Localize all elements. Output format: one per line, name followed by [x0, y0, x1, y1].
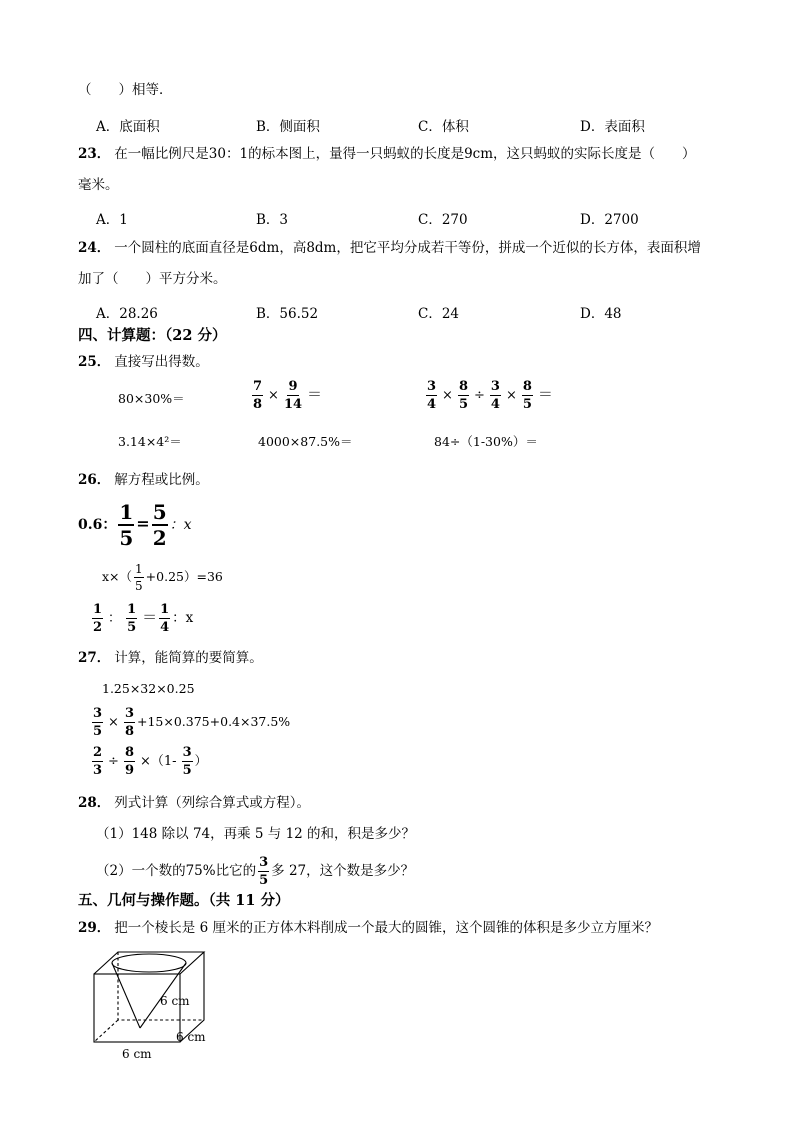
- q22-option-d[interactable]: D．表面积: [580, 119, 645, 135]
- q22-tail: （ ）相等．: [78, 82, 173, 98]
- q23-number: 23．: [78, 146, 111, 162]
- fraction: $\frac{9}{14}$: [283, 379, 303, 412]
- fraction: $\frac{3}{5}$: [93, 706, 103, 739]
- q25-expr-3: $\frac{3}{4}$ × $\frac{8}{5}$ ÷ $\frac{3}{4}$ × $\frac{8}{5}$ ＝: [427, 379, 553, 412]
- q24-option-d[interactable]: D．48: [580, 306, 622, 322]
- q27-expr-3: $\frac{2}{3}$ ÷ $\frac{8}{9}$ ×（1- $\frac{3}{5}$ ）: [93, 745, 208, 778]
- cone-side-left: [112, 963, 140, 1028]
- q27-text: 计算，能简算的要简算。: [114, 650, 263, 666]
- fraction: $\frac{3}{4}$: [490, 379, 500, 412]
- fraction: $\frac{3}{5}$: [259, 855, 269, 888]
- q24-option-b[interactable]: B．56.52: [256, 306, 319, 322]
- fraction: $\frac{5}{2}$: [152, 500, 167, 550]
- fraction: $\frac{1}{2}$: [93, 602, 103, 635]
- q24-question: [78, 240, 701, 256]
- q26-text: 解方程或比例。: [114, 472, 209, 488]
- q24-line2: 加了（ ）平方分米。: [78, 271, 227, 287]
- q25-expr-6: 84÷（1-30%）＝: [434, 434, 538, 449]
- cube-hidden-edges: [118, 952, 204, 1020]
- q22-option-a[interactable]: A．底面积: [96, 119, 160, 135]
- q29-number: 29．: [78, 920, 111, 936]
- label-width: 6 cm: [122, 1047, 152, 1061]
- cube-top-edges: [94, 952, 204, 974]
- q27-expr-1: 1.25×32×0.25: [102, 681, 195, 696]
- q25-question: [78, 354, 209, 370]
- fraction: $\frac{3}{4}$: [427, 379, 437, 412]
- q24-option-a[interactable]: A．28.26: [96, 306, 158, 322]
- q22-option-c[interactable]: C．体积: [418, 119, 469, 135]
- fraction: $\frac{1}{5}$: [127, 602, 137, 635]
- q22-option-b[interactable]: B．侧面积: [256, 119, 320, 135]
- label-height: 6 cm: [160, 994, 190, 1008]
- q29-question: [78, 920, 658, 936]
- q25-expr-1: 80×30%＝: [118, 391, 185, 406]
- cone-base-ellipse: [112, 954, 186, 972]
- q27-question: [78, 650, 263, 666]
- q26-question: [78, 472, 209, 488]
- q24-number: 24．: [78, 240, 111, 256]
- q25-expr-2: $\frac{7}{8}$ × $\frac{9}{14}$ ＝: [253, 379, 323, 412]
- cube-cone-figure: [84, 946, 224, 1062]
- q23-option-c[interactable]: C．270: [418, 212, 468, 228]
- q28-sub-2: （2）一个数的75%比它的 $\frac{3}{5}$ 多 27，这个数是多少？: [96, 855, 415, 888]
- fraction: $\frac{8}{5}$: [522, 379, 532, 412]
- q24-option-c[interactable]: C．24: [418, 306, 460, 322]
- q29-text: 把一个棱长是 6 厘米的正方体木料削成一个最大的圆锥，这个圆锥的体积是多少立方厘米？: [114, 920, 658, 936]
- q28-question: [78, 795, 310, 811]
- q25-number: 25．: [78, 354, 111, 370]
- q26-equation-2: x×（ $\frac{1}{5}$ +0.25）=36: [102, 562, 223, 593]
- q25-text: 直接写出得数。: [114, 354, 209, 370]
- q28-sub-1: （1）148 除以 74，再乘 5 与 12 的和，积是多少？: [96, 826, 416, 842]
- section-4-title: 四、计算题：（22 分）: [78, 327, 227, 344]
- q23-line2: 毫米。: [78, 177, 119, 193]
- q23-option-a[interactable]: A．1: [96, 212, 128, 228]
- section-5-title: 五、几何与操作题。（共 11 分）: [78, 892, 290, 909]
- q25-expr-4: 3.14×4²＝: [118, 434, 182, 449]
- fraction: $\frac{1}{5}$: [119, 500, 134, 550]
- fraction: $\frac{7}{8}$: [253, 379, 263, 412]
- fraction: $\frac{8}{5}$: [458, 379, 468, 412]
- cube-hidden-edge-diag: [94, 1020, 118, 1042]
- fraction: $\frac{3}{8}$: [124, 706, 134, 739]
- q23-option-d[interactable]: D．2700: [580, 212, 639, 228]
- fraction: $\frac{1}{4}$: [160, 602, 170, 635]
- fraction: $\frac{8}{9}$: [124, 745, 134, 778]
- q27-number: 27．: [78, 650, 111, 666]
- q23-option-b[interactable]: B．3: [256, 212, 289, 228]
- label-depth: 6 cm: [176, 1030, 206, 1044]
- fraction: $\frac{2}{3}$: [93, 745, 103, 778]
- cube-front-face: [94, 974, 180, 1042]
- q26-proportion-1: 0.6： $\frac{1}{5}$ = $\frac{5}{2}$ ：x: [78, 500, 192, 550]
- q24-line1: 一个圆柱的底面直径是6dm，高8dm，把它平均分成若干等份，拼成一个近似的长方体，表面积增: [114, 240, 701, 256]
- q26-number: 26．: [78, 472, 111, 488]
- q23-question: [78, 146, 696, 162]
- q26-proportion-3: $\frac{1}{2}$ ： $\frac{1}{5}$ ＝ $\frac{1}{4}$ ：x: [93, 602, 194, 635]
- q28-number: 28．: [78, 795, 111, 811]
- fraction: $\frac{3}{5}$: [182, 745, 192, 778]
- q27-expr-2: $\frac{3}{5}$ × $\frac{3}{8}$ +15×0.375+0.4×37.5%: [93, 706, 291, 739]
- fraction: $\frac{1}{5}$: [135, 562, 143, 593]
- q28-text: 列式计算（列综合算式或方程）。: [114, 795, 311, 811]
- q23-line1: 在一幅比例尺是30：1的标本图上，量得一只蚂蚁的长度是9cm，这只蚂蚁的实际长度是（ ）: [114, 146, 696, 162]
- q25-expr-5: 4000×87.5%＝: [258, 434, 353, 449]
